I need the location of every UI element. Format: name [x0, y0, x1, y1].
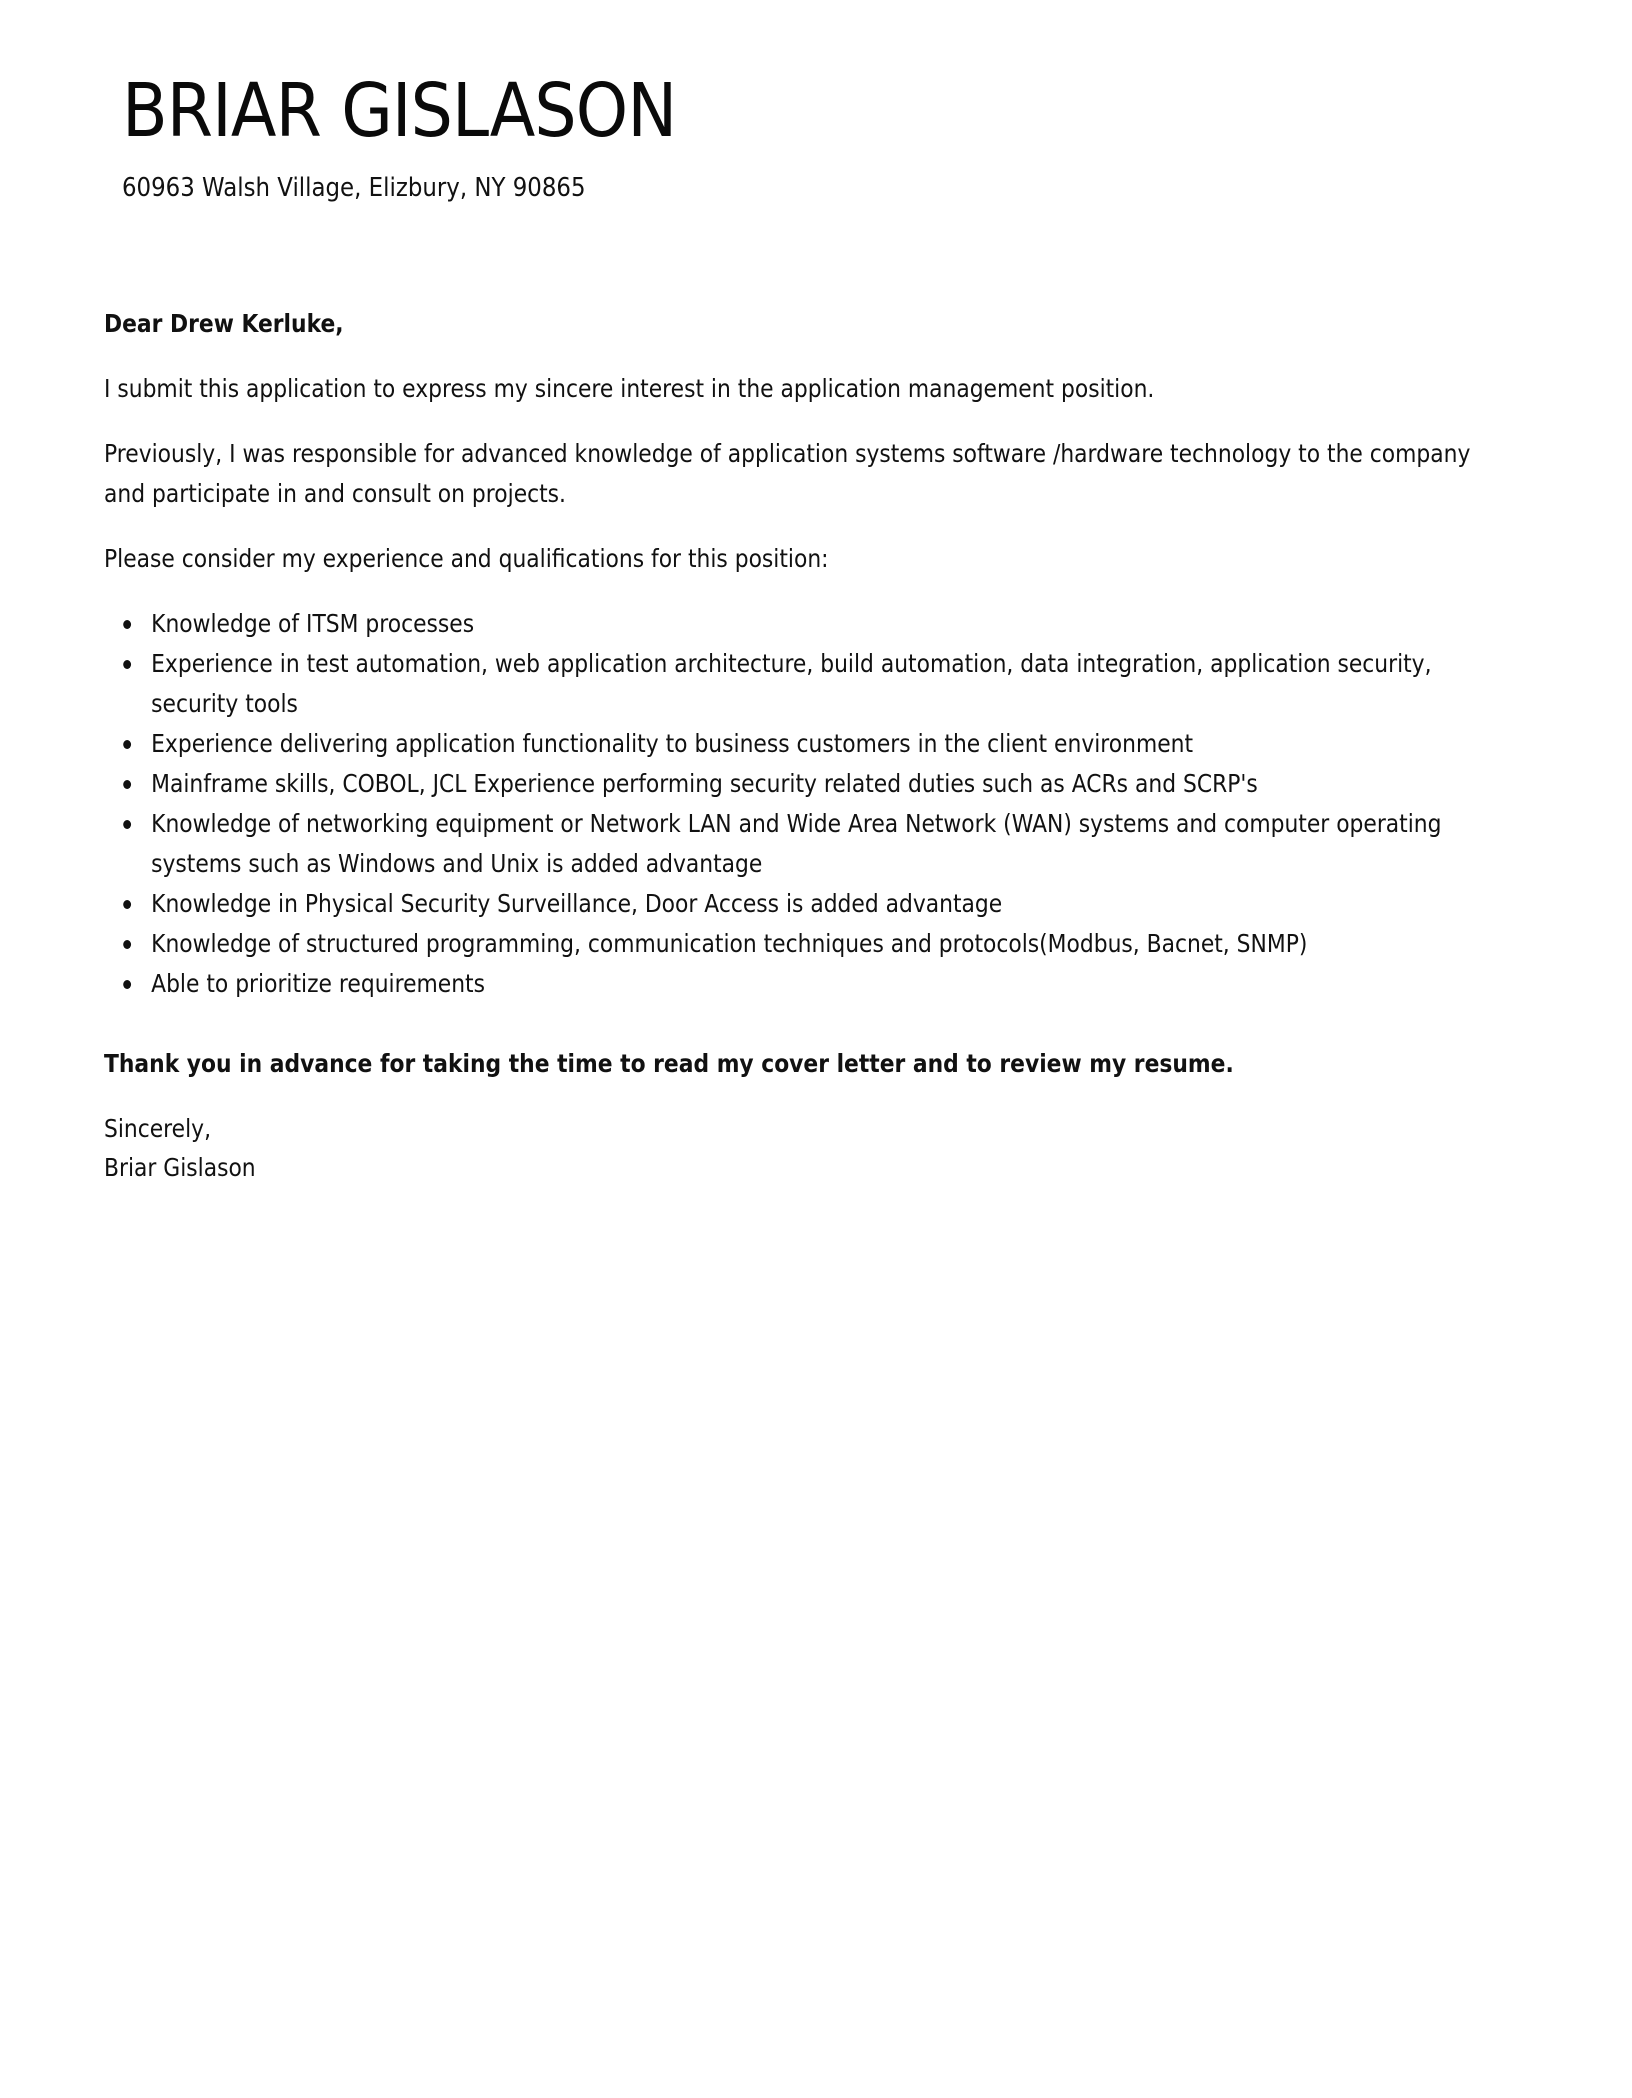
- list-item-text: Mainframe skills, COBOL, JCL Experience performing security related duties such as ACRs and SCRP's: [151, 769, 1258, 798]
- list-item: [151, 804, 1518, 884]
- qualifications-list: [104, 604, 1518, 1004]
- bullet-icon: [123, 660, 131, 669]
- bullet-icon: [123, 900, 131, 909]
- bullet-icon: [123, 820, 131, 829]
- list-item-text: Experience delivering application functionality to business customers in the client environment: [151, 729, 1194, 758]
- list-item-text: Knowledge of structured programming, communication techniques and protocols(Modbus, Bacnet, SNMP): [151, 929, 1308, 958]
- list-item: [151, 644, 1518, 724]
- list-item: [151, 724, 1518, 764]
- list-item: [151, 924, 1518, 964]
- list-item: [151, 884, 1518, 924]
- bullet-icon: [123, 980, 131, 989]
- list-item-text: Experience in test automation, web application architecture, build automation, data integration, application security, security tools: [151, 649, 1432, 718]
- bullet-icon: [123, 940, 131, 949]
- applicant-address: 60963 Walsh Village, Elizbury, NY 90865: [122, 173, 586, 203]
- list-item: [151, 604, 1518, 644]
- intro-paragraph: I submit this application to express my sincere interest in the application management position.: [104, 374, 1155, 403]
- letter-header: [122, 66, 738, 204]
- bullet-icon: [123, 740, 131, 749]
- letter-body: [104, 304, 1518, 1187]
- list-item-text: Knowledge in Physical Security Surveillance, Door Access is added advantage: [151, 889, 1003, 918]
- bullet-icon: [123, 780, 131, 789]
- closing-paragraph: Thank you in advance for taking the time to read my cover letter and to review my resume.: [104, 1049, 1234, 1078]
- list-item-text: Knowledge of networking equipment or Network LAN and Wide Area Network (WAN) systems and computer operating systems such as Windows and Unix is added advantage: [151, 809, 1442, 878]
- list-item: [151, 764, 1518, 804]
- list-item-text: Knowledge of ITSM processes: [151, 609, 475, 638]
- bullet-icon: [123, 620, 131, 629]
- signature: Briar Gislason: [104, 1153, 256, 1182]
- experience-paragraph: Previously, I was responsible for advanced knowledge of application systems software /hardware technology to the company and participate in and consult on projects.: [104, 439, 1471, 508]
- signoff-block: [104, 1109, 1518, 1187]
- list-item-text: Able to prioritize requirements: [151, 969, 485, 998]
- applicant-name: BRIAR GISLASON: [122, 68, 677, 154]
- list-item: [151, 964, 1518, 1004]
- salutation: Dear Drew Kerluke,: [104, 309, 344, 338]
- signoff: Sincerely,: [104, 1114, 212, 1143]
- qualifications-intro: Please consider my experience and qualifications for this position:: [104, 544, 829, 573]
